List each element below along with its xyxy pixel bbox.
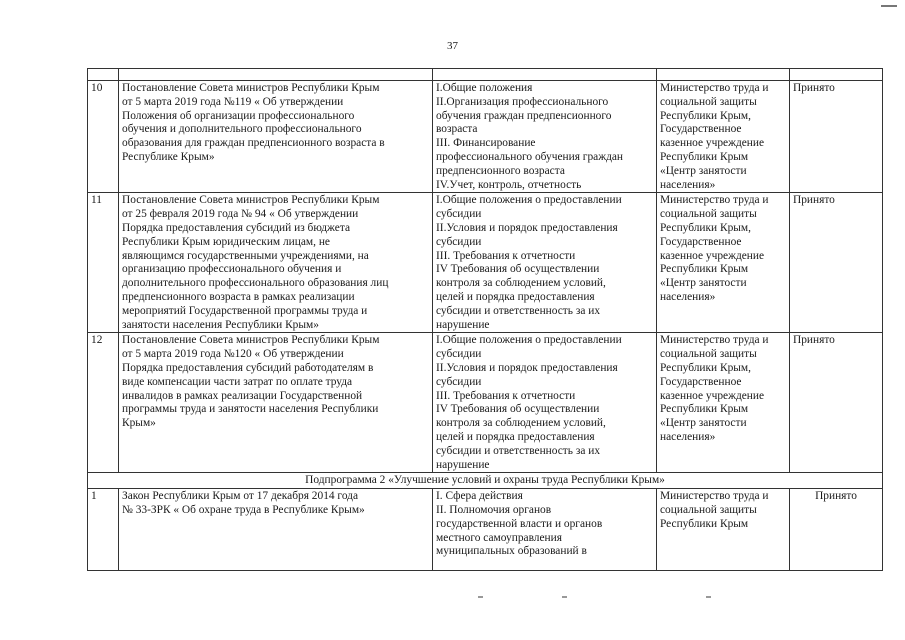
text-line: целей и порядка предоставления (436, 290, 595, 303)
subprogram-title: Подпрограмма 2 «Улучшение условий и охраны труда Республики Крым» (88, 473, 883, 489)
text-line: государственной власти и органов (436, 517, 603, 530)
text-line: обучения и дополнительного профессионального (122, 123, 362, 136)
text-line: от 25 февраля 2019 года № 94 « Об утверждении (122, 208, 359, 221)
status-cell: Принято (790, 489, 883, 571)
text-line: социальной защиты (660, 348, 757, 361)
text-line: III. Финансирование (436, 137, 536, 150)
text-line: мероприятий Государственной программы труда и (122, 304, 368, 317)
text-line: «Центр занятости (660, 164, 747, 177)
row-number: 10 (88, 81, 119, 193)
text-line: Республики Крым (660, 403, 749, 416)
text-line: II. Полномочия органов (436, 503, 552, 516)
text-line: субсидии (436, 348, 482, 361)
header-cell (119, 69, 433, 81)
status-cell: Принято (790, 333, 883, 473)
text-line: контроля за соблюдением условий, (436, 277, 606, 290)
text-line: «Центр занятости (660, 277, 747, 290)
text-line: Государственное (660, 123, 742, 136)
document-title-cell (119, 489, 433, 571)
text-line: III. Требования к отчетности (436, 389, 576, 402)
sections-cell (433, 333, 657, 473)
text-line: Республики Крым, (660, 109, 751, 122)
text-line: субсидии (436, 208, 482, 221)
sections-cell (433, 81, 657, 193)
table-row (88, 193, 883, 333)
table-row (88, 81, 883, 193)
text-line: Государственное (660, 375, 742, 388)
document-title-cell (119, 333, 433, 473)
text-line: Республике Крым» (122, 150, 215, 163)
header-cell (657, 69, 790, 81)
table-row (88, 489, 883, 571)
subprogram-header-row (88, 473, 883, 489)
text-line: Республики Крым (660, 517, 749, 530)
scan-speck (562, 596, 567, 598)
text-line: Крым» (122, 417, 156, 430)
text-line: IV Требования об осуществлении (436, 403, 600, 416)
text-line: субсидии (436, 235, 482, 248)
text-line: социальной защиты (660, 208, 757, 221)
text-line: I.Общие положения о предоставлении (436, 194, 622, 207)
text-line: населения» (660, 290, 716, 303)
text-line: II.Условия и порядок предоставления (436, 361, 618, 374)
text-line: социальной защиты (660, 95, 757, 108)
scan-edge-mark (881, 0, 897, 7)
text-line: субсидии (436, 375, 482, 388)
text-line: казенное учреждение (660, 249, 765, 262)
text-line: Порядка предоставления субсидий работодателям в (122, 361, 374, 374)
text-line: Республики Крым (660, 150, 749, 163)
text-line: населения» (660, 430, 716, 443)
text-line: I.Общие положения о предоставлении (436, 334, 622, 347)
status-cell: Принято (790, 193, 883, 333)
text-line: Порядка предоставления субсидий из бюджета (122, 221, 351, 234)
text-line: от 5 марта 2019 года №119 « Об утверждении (122, 95, 344, 108)
header-cell (433, 69, 657, 81)
text-line: «Центр занятости (660, 417, 747, 430)
header-cell (790, 69, 883, 81)
text-line: III. Требования к отчетности (436, 249, 576, 262)
text-line: I.Общие положения (436, 82, 533, 94)
text-line: Постановление Совета министров Республики Крым (122, 194, 380, 207)
document-title-cell (119, 193, 433, 333)
page-number: 37 (447, 40, 458, 52)
responsible-org-cell (657, 489, 790, 571)
row-number: 11 (88, 193, 119, 333)
text-line: инвалидов в рамках реализации Государственной (122, 389, 363, 402)
text-line: контроля за соблюдением условий, (436, 417, 606, 430)
text-line: № 33-ЗРК « Об охране труда в Республике Крым» (122, 503, 365, 516)
row-number: 12 (88, 333, 119, 473)
text-line: населения» (660, 178, 716, 191)
text-line: профессионального обучения граждан (436, 150, 624, 163)
text-line: занятости населения Республики Крым» (122, 318, 319, 331)
text-line: Министерство труда и (660, 82, 769, 94)
text-line: Министерство труда и (660, 490, 769, 503)
text-line: обучения граждан предпенсионного (436, 109, 612, 122)
text-line: Республики Крым, (660, 221, 751, 234)
text-line: Постановление Совета министров Республики Крым (122, 334, 380, 347)
scan-speck (478, 596, 483, 598)
text-line: IV Требования об осуществлении (436, 263, 600, 276)
text-line: Постановление Совета министров Республики Крым (122, 82, 380, 94)
text-line: I. Сфера действия (436, 490, 523, 503)
text-line: Закон Республики Крым от 17 декабря 2014 года (122, 490, 359, 503)
responsible-org-cell (657, 81, 790, 193)
text-line: местного самоуправления (436, 531, 562, 544)
responsible-org-cell (657, 193, 790, 333)
text-line: субсидии и ответственность за их (436, 304, 601, 317)
table-header-row (88, 69, 883, 81)
text-line: программы труда и занятости населения Республики (122, 403, 379, 416)
document-table (87, 68, 883, 571)
text-line: организацию профессионального обучения и (122, 263, 342, 276)
text-line: казенное учреждение (660, 137, 765, 150)
text-line: предпенсионного возраста в рамках реализации (122, 290, 355, 303)
text-line: социальной защиты (660, 503, 757, 516)
sections-cell (433, 193, 657, 333)
text-line: Министерство труда и (660, 334, 769, 347)
text-line: Республики Крым, (660, 361, 751, 374)
text-line: казенное учреждение (660, 389, 765, 402)
text-line: возраста (436, 123, 478, 136)
text-line: IV.Учет, контроль, отчетность (436, 178, 582, 191)
text-line: дополнительного профессионального образования лиц (122, 277, 389, 290)
document-title-cell (119, 81, 433, 193)
status-cell: Принято (790, 81, 883, 193)
text-line: Республики Крым (660, 263, 749, 276)
text-line: муниципальных образований в (436, 545, 587, 558)
scan-speck (706, 596, 711, 598)
sections-cell (433, 489, 657, 571)
text-line: Министерство труда и (660, 194, 769, 207)
row-number: 1 (88, 489, 119, 571)
text-line: II.Организация профессионального (436, 95, 609, 108)
text-line: являющимся государственными учреждениями, на (122, 249, 369, 262)
text-line: субсидии и ответственность за их (436, 444, 601, 457)
text-line: Республики Крым юридическим лицам, не (122, 235, 330, 248)
text-line: нарушение (436, 458, 490, 471)
responsible-org-cell (657, 333, 790, 473)
text-line: Государственное (660, 235, 742, 248)
table-row (88, 333, 883, 473)
text-line: от 5 марта 2019 года №120 « Об утверждении (122, 348, 344, 361)
text-line: Положения об организации профессионального (122, 109, 355, 122)
text-line: целей и порядка предоставления (436, 430, 595, 443)
text-line: образования для граждан предпенсионного возраста в (122, 137, 385, 150)
text-line: нарушение (436, 318, 490, 331)
text-line: предпенсионного возраста (436, 164, 565, 177)
text-line: виде компенсации части затрат по оплате труда (122, 375, 353, 388)
header-cell (88, 69, 119, 81)
text-line: II.Условия и порядок предоставления (436, 221, 618, 234)
